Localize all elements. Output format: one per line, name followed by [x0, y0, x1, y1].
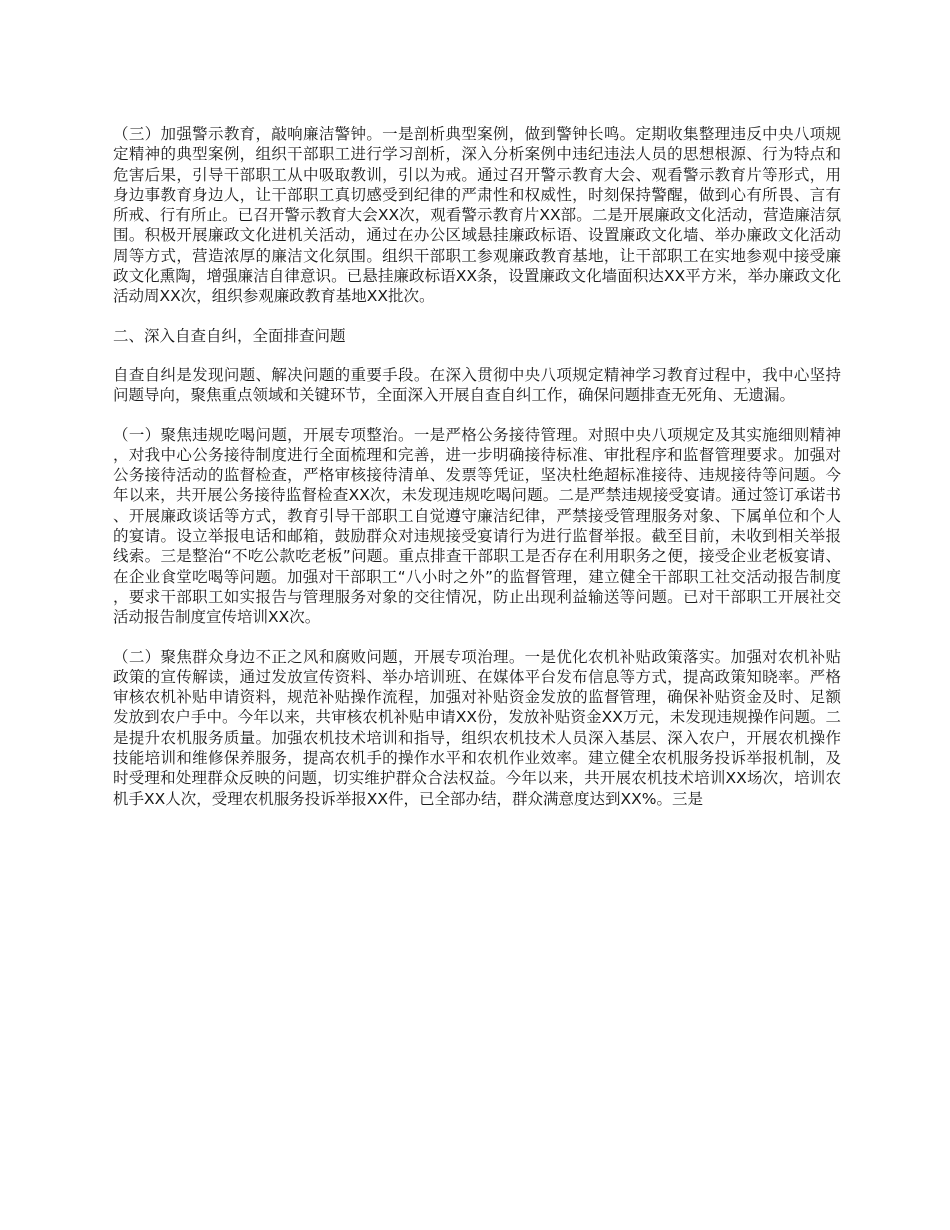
paragraph-warning-education: （三）加强警示教育，敲响廉洁警钟。一是剖析典型案例，做到警钟长鸣。定期收集整理违反中央八项规定精神的典型案例，组织干部职工进行学习剖析，深入分析案例中违纪违法人员的思想根源、行为特点和危害后果，引导干部职工从中吸取教训，引以为戒。通过召开警示教育大会、观看警示教育片等形式，用身边事教育身边人，让干部职工真切感受到纪律的严肃性和权威性，时刻保持警醒，做到心有所畏、言有所戒、行有所止。已召开警示教育大会XX次，观看警示教育片XX部。二是开展廉政文化活动，营造廉洁氛围。积极开展廉政文化进机关活动，通过在办公区域悬挂廉政标语、设置廉政文化墙、举办廉政文化活动周等方式，营造浓厚的廉洁文化氛围。组织干部职工参观廉政教育基地，让干部职工在实地参观中接受廉政文化熏陶，增强廉洁自律意识。已悬挂廉政标语XX条，设置廉政文化墙面积达XX平方米，举办廉政文化活动周XX次，组织参观廉政教育基地XX批次。: [113, 125, 841, 306]
document-body: [113, 124, 841, 828]
paragraph-self-inspection-intro: 自查自纠是发现问题、解决问题的重要手段。在深入贯彻中央八项规定精神学习教育过程中，我中心坚持问题导向，聚焦重点领域和关键环节，全面深入开展自查自纠工作，确保问题排查无死角、无遗漏。: [113, 365, 841, 405]
section-heading-self-inspection: 二、深入自查自纠，全面排查问题: [113, 326, 346, 345]
paragraph-grassroots-governance: （二）聚焦群众身边不正之风和腐败问题，开展专项治理。一是优化农机补贴政策落实。加强对农机补贴政策的宣传解读，通过发放宣传资料、举办培训班、在媒体平台发布信息等方式，提高政策知晓率。严格审核农机补贴申请资料，规范补贴操作流程，加强对补贴资金发放的监督管理，确保补贴资金及时、足额发放到农户手中。今年以来，共审核农机补贴申请XX份，发放补贴资金XX万元，未发现违规操作问题。二是提升农机服务质量。加强农机技术培训和指导，组织农机技术人员深入基层、深入农户，开展农机操作技能培训和维修保养服务，提高农机手的操作水平和农机作业效率。建立健全农机服务投诉举报机制，及时受理和处理群众反映的问题，切实维护群众合法权益。今年以来，共开展农机技术培训XX场次，培训农机手XX人次，受理农机服务投诉举报XX件，已全部办结，群众满意度达到XX%。三是: [113, 647, 841, 808]
paragraph-dining-rectification: （一）聚焦违规吃喝问题，开展专项整治。一是严格公务接待管理。对照中央八项规定及其实施细则精神，对我中心公务接待制度进行全面梳理和完善，进一步明确接待标准、审批程序和监督管理要求。加强对公务接待活动的监督检查，严格审核接待清单、发票等凭证，坚决杜绝超标准接待、违规接待等问题。今年以来，共开展公务接待监督检查XX次，未发现违规吃喝问题。二是严禁违规接受宴请。通过签订承诺书、开展廉政谈话等方式，教育引导干部职工自觉遵守廉洁纪律，严禁接受管理服务对象、下属单位和个人的宴请。设立举报电话和邮箱，鼓励群众对违规接受宴请行为进行监督举报。截至目前，未收到相关举报线索。三是整治“不吃公款吃老板”问题。重点排查干部职工是否存在利用职务之便，接受企业老板宴请、在企业食堂吃喝等问题。加强对干部职工“八小时之外”的监督管理，建立健全干部职工社交活动报告制度，要求干部职工如实报告与管理服务对象的交往情况，防止出现利益输送等问题。已对干部职工开展社交活动报告制度宣传培训XX次。: [113, 425, 841, 627]
